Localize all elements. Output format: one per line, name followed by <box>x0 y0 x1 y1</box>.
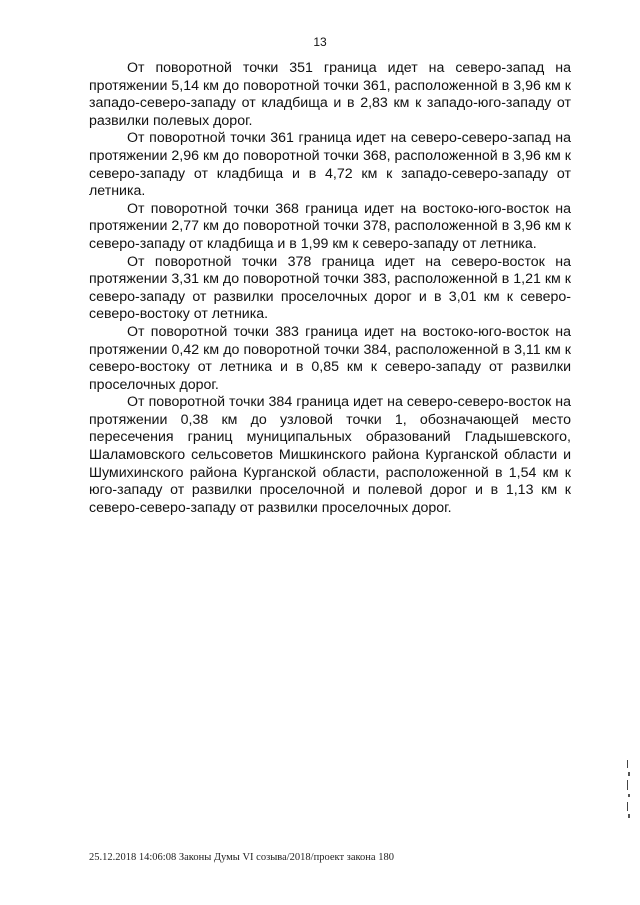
scan-edge-mark <box>626 760 632 820</box>
paragraph: От поворотной точки 351 граница идет на северо-запад на протяжении 5,14 км до поворотной точки 361, расположенной в 3,96 км к западо-северо-западу от кладбища и в 2,83 км к западо-юго-западу от развилки полевых дорог. <box>89 60 571 129</box>
paragraph: От поворотной точки 384 граница идет на северо-северо-восток на протяжении 0,38 км до узловой точки 1, обозначающей место пересечения границ муниципальных образований Гладышевского, Шаламовского сельсоветов Мишкинского района Курганской области и Шумихинского района Курганской области, расположенной в 1,54 км к юго-западу от развилки проселочной и полевой дорог и в 1,13 км к северо-северо-западу от развилки проселочных дорог. <box>89 394 571 516</box>
document-footer: 25.12.2018 14:06:08 Законы Думы VI созыва/2018/проект закона 180 <box>89 852 394 863</box>
paragraph: От поворотной точки 361 граница идет на северо-северо-запад на протяжении 2,96 км до поворотной точки 368, расположенной в 3,96 км к северо-западу от кладбища и в 4,72 км к западо-северо-западу от летника. <box>89 130 571 200</box>
paragraph: От поворотной точки 368 граница идет на востоко-юго-восток на протяжении 2,77 км до поворотной точки 378, расположенной в 3,96 км к северо-западу от кладбища и в 1,99 км к северо-западу от летника. <box>89 200 571 252</box>
document-body <box>89 60 571 517</box>
paragraph: От поворотной точки 383 граница идет на востоко-юго-восток на протяжении 0,42 км до поворотной точки 384, расположенной в 3,11 км к северо-востоку от летника и в 0,85 км к северо-западу от развилки проселочных дорог. <box>89 323 571 393</box>
paragraph: От поворотной точки 378 граница идет на северо-восток на протяжении 3,31 км до поворотной точки 383, расположенной в 1,21 км к северо-западу от развилки проселочных дорог и в 3,01 км к северо-северо-востоку от летника. <box>89 253 571 323</box>
page-number: 13 <box>313 35 327 49</box>
